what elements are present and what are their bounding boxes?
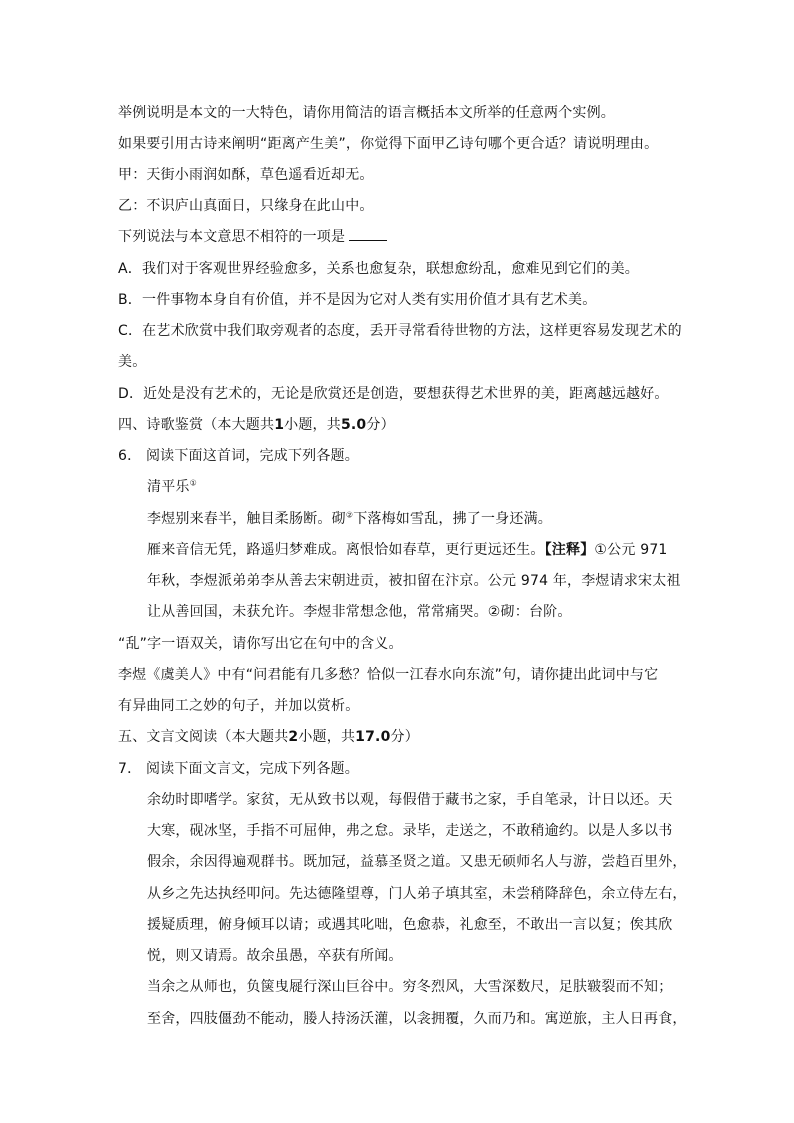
passage-line-4: 从乡之先达执经叩问。先达德隆望尊，门人弟子填其室，未尝稍降辞色，余立侍左右， xyxy=(147,886,687,902)
section-heading-text: 分） xyxy=(366,417,395,433)
passage-line-6: 悦，则又请焉。故余虽愚，卒获有所闻。 xyxy=(147,948,403,964)
option-b: B．一件事物本身自有价值，并不是因为它对人类有实用价值才具有艺术美。 xyxy=(118,292,597,308)
question-text: 下列说法与本文意思不相符的一项是 xyxy=(118,229,346,245)
passage-line-1: 余幼时即嗜学。家贫，无从致书以观，每假借于藏书之家，手自笔录，计日以还。天 xyxy=(147,792,673,808)
option-d: D．近处是没有艺术的，无论是欣赏还是创造，要想获得艺术世界的美，距离越远越好。 xyxy=(118,386,669,402)
question-6-2-line1: 李煜《虞美人》中有“问君能有几多愁？恰似一江春水向东流”句，请你捷出此词中与它 xyxy=(118,667,659,683)
poem-text: 李煜别来春半，触目柔肠断。砌 xyxy=(147,511,346,527)
question-7-intro: 7． 阅读下面文言文，完成下列各题。 xyxy=(118,761,359,777)
notes-line-3: 让从善回国，未获允许。李煜非常想念他，常常痛哭。②砌：台阶。 xyxy=(147,604,572,620)
section-heading-text: 四、诗歌鉴赏（本大题共 xyxy=(118,417,275,433)
question-summarize-examples: 举例说明是本文的一大特色，请你用简洁的语言概括本文所举的任意两个实例。 xyxy=(118,105,615,121)
section-heading-text: 小题，共 xyxy=(298,729,356,745)
option-c-line2: 美。 xyxy=(118,354,147,370)
poem-line-1 xyxy=(147,509,552,529)
passage-line-5: 援疑质理，俯身倾耳以请；或遇其叱咄，色愈恭，礼愈至，不敢出一言以复；俟其欣 xyxy=(147,917,673,933)
section-question-count: 1 xyxy=(274,417,285,433)
question-6-intro: 6． 阅读下面这首词，完成下列各题。 xyxy=(118,448,359,464)
section-heading-text: 五、文言文阅读（本大题共 xyxy=(118,729,289,745)
question-6-2-line2: 有异曲同工之妙的句子，并加以赏析。 xyxy=(118,698,360,714)
passage-line-3: 假余，余因得遍观群书。既加冠，益慕圣贤之道。又患无硕师名人与游，尝趋百里外， xyxy=(147,854,687,870)
question-choose-mismatch xyxy=(118,227,387,247)
notes-text: ①公元 971 xyxy=(594,542,668,558)
poem-title-text: 清平乐 xyxy=(147,479,190,495)
section-heading-text: 小题，共 xyxy=(284,417,341,433)
footnote-marker: ② xyxy=(345,510,354,520)
footnote-marker: ① xyxy=(189,478,197,488)
poem-text: 雁来音信无凭，路遥归梦难成。离恨恰如春草，更行更远还生。 xyxy=(147,542,545,558)
answer-blank xyxy=(349,228,387,241)
option-c-line1: C．在艺术欣赏中我们取旁观者的态度，丢开寻常看待世物的方法，这样更容易发现艺术的 xyxy=(118,323,682,339)
poem-title xyxy=(147,477,197,497)
notes-label: 【注释】 xyxy=(544,542,595,558)
section-score: 5.0 xyxy=(340,417,367,433)
notes-line-2: 年秋，李煜派弟弟李从善去宋朝进贡，被扣留在汴京。公元 974 年，李煜请求宋太祖 xyxy=(147,573,681,589)
section-heading-text: 分） xyxy=(390,729,419,745)
poem-line-2 xyxy=(147,540,668,560)
section-question-count: 2 xyxy=(288,729,299,745)
question-ancient-poem-choice: 如果要引用古诗来阐明“距离产生美”，你觉得下面甲乙诗句哪个更合适？请说明理由。 xyxy=(118,136,659,152)
option-a: A．我们对于客观世界经验愈多，关系也愈复杂，联想愈纷乱，愈难见到它们的美。 xyxy=(118,261,639,277)
poem-text: 下落梅如雪乱，拂了一身还满。 xyxy=(353,511,552,527)
poem-option-yi: 乙：不识庐山真面日，只缘身在此山中。 xyxy=(118,198,374,214)
section-score: 17.0 xyxy=(355,729,391,745)
poem-option-jia: 甲：天街小雨润如酥，草色遥看近却无。 xyxy=(118,167,374,183)
passage-line-8: 至舍，四肢僵劲不能动，媵人持汤沃灌，以衾拥覆，久而乃和。寓逆旅，主人日再食， xyxy=(147,1011,687,1027)
question-6-1: “乱”字一语双关，请你写出它在句中的含义。 xyxy=(118,636,403,652)
passage-line-2: 大寒，砚冰坚，手指不可屈伸，弗之怠。录毕，走送之，不敢稍逾约。以是人多以书 xyxy=(147,823,673,839)
section-heading-poetry xyxy=(118,415,395,435)
section-heading-classical xyxy=(118,727,419,747)
passage-line-7: 当余之从师也，负箧曳屣行深山巨谷中。穷冬烈风，大雪深数尺，足肤皲裂而不知； xyxy=(147,979,673,995)
